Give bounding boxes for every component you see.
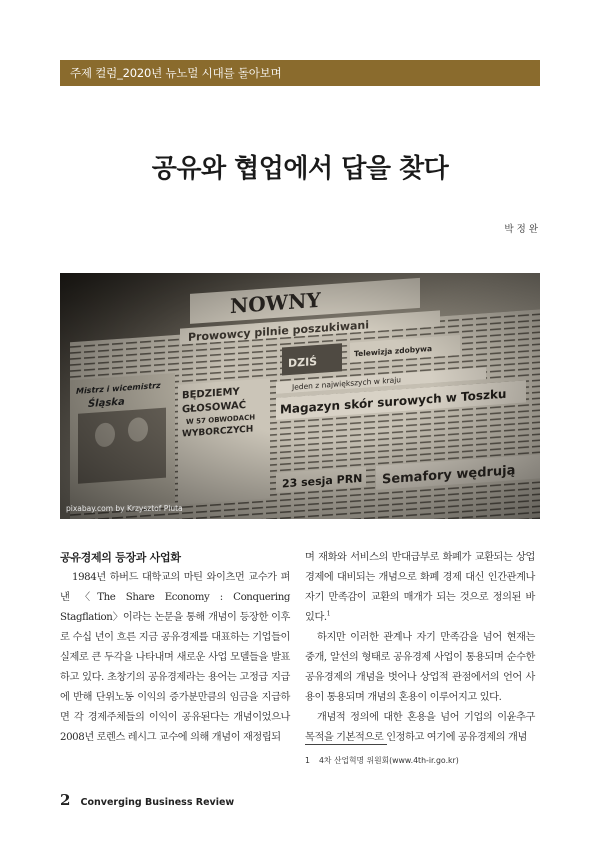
journal-name: Converging Business Review <box>80 797 235 808</box>
page-footer <box>60 790 234 809</box>
newspaper-photo <box>60 273 540 519</box>
footnote-ref: 1 <box>326 610 331 618</box>
column-banner <box>60 60 540 86</box>
page-number: 2 <box>60 791 71 809</box>
right-paragraph-1-text: 며 재화와 서비스의 반대급부로 화폐가 교환되는 상업경제에 대비되는 개념으로 화폐 경제 대신 인간관계나 자기 만족감이 교환의 매개가 되는 것으로 정의된 바 있다. <box>305 552 535 623</box>
footnote-number: 1 <box>305 756 310 765</box>
right-paragraph-3: 개념적 정의에 대한 혼용을 넘어 기업의 이윤추구 목적을 기본적으로 인정하고 여기에 공유경제의 개념 <box>305 712 535 743</box>
right-paragraph-1 <box>305 548 535 628</box>
footnote-divider <box>305 744 387 745</box>
left-column <box>60 548 290 748</box>
newspaper-illustration <box>60 273 540 519</box>
footnote-text: 4차 산업혁명 위원회(www.4th-ir.go.kr) <box>318 756 459 765</box>
photo-credit: pixabay.com by Krzysztof Pluta <box>66 504 183 513</box>
article-title: 공유와 협업에서 답을 찾다 <box>151 154 449 184</box>
banner-text: 주제 컬럼_2020년 뉴노멀 시대를 돌아보며 <box>70 66 282 80</box>
section-heading: 공유경제의 등장과 사업화 <box>60 551 181 564</box>
right-column <box>305 548 535 748</box>
author-name: 박 정 완 <box>504 224 538 235</box>
right-paragraph-2: 하지만 이러한 관계나 자기 만족감을 넘어 현재는 중개, 알선의 형태로 공유경제 사업이 통용되며 순수한 공유경제의 개념을 벗어나 상업적 관점에서의 언어 사용이 통용되며 개념의 혼용이 이루어지고 있다. <box>305 632 535 703</box>
footnote <box>305 755 459 766</box>
left-paragraph: 1984년 하버드 대학교의 마틴 와이츠먼 교수가 펴낸 〈The Share Economy : Conquering Stagflation〉이라는 논문을 통해 개념이 등장한 이후로 수십 년이 흐른 지금 공유경제를 대표하는 기업들이 실제로 큰 두각을 나타내며 새로운 사업 모델들을 발표하고 있다. 초창기의 공유경제라는 용어는 고정급 지급에 반해 단위노동 이익의 증가분만큼의 임금을 지급하면 각 경제주체들의 이익이 공유된다는 개념이었으나 2008년 로렌스 레시그 교수에 의해 개념이 재정립되 <box>60 572 290 743</box>
